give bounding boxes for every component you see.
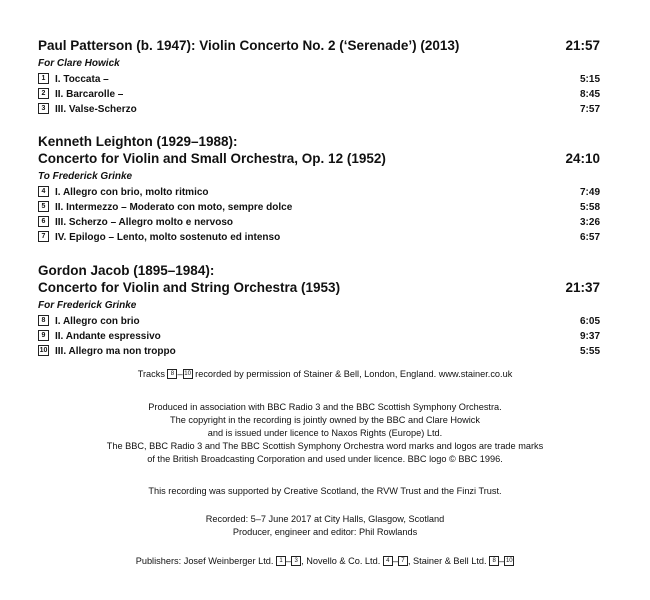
range-dash: – [285, 556, 292, 566]
track-duration: 5:55 [579, 346, 600, 357]
track-number: 3 [38, 103, 49, 114]
track-duration: 5:15 [579, 74, 600, 85]
work-title [38, 37, 600, 54]
track-number: 2 [38, 88, 49, 99]
work-title-line: Gordon Jacob (1895–1984): [38, 263, 215, 278]
track-number: 5 [38, 201, 49, 212]
track-number: 8 [489, 556, 499, 566]
publishers-line [0, 555, 650, 568]
track-row [38, 344, 600, 359]
track-title: III. Valse-Scherzo [55, 104, 137, 115]
range-dash: – [499, 556, 505, 566]
credit-line: and is issued under licence to Naxos Rights (Europe) Ltd. [207, 428, 443, 438]
track-row [38, 215, 600, 230]
work-title [38, 262, 600, 296]
track-number: 10 [184, 370, 191, 377]
production-credits [0, 401, 650, 466]
track-title: I. Toccata – [55, 74, 109, 85]
track-row [38, 314, 600, 329]
work-title-line: Concerto for Violin and String Orchestra (1953) [38, 280, 341, 295]
track-duration: 5:58 [579, 202, 600, 213]
track-row [38, 102, 600, 117]
work-title-line: Concerto for Violin and Small Orchestra, Op. 12 (1952) [38, 151, 386, 166]
tracks-note-text: recorded by permission of Stainer & Bell, London, England. www.stainer.co.uk [192, 369, 513, 379]
publishers-credit [0, 555, 650, 568]
range-dash: – [177, 369, 183, 379]
credit-line: This recording was supported by Creative Scotland, the RVW Trust and the Finzi Trust. [148, 486, 502, 496]
work-title [38, 133, 600, 167]
track-duration: 6:05 [579, 316, 600, 327]
track-title: II. Intermezzo – Moderato con moto, sempre dolce [55, 202, 293, 213]
track-duration: 7:57 [579, 104, 600, 115]
tracks-note-line [0, 368, 650, 381]
track-number: 6 [38, 216, 49, 227]
work-duration: 24:10 [565, 151, 600, 166]
track-row [38, 329, 600, 344]
track-number: 9 [38, 330, 49, 341]
work-dedication: For Frederick Grinke [38, 300, 137, 311]
credit-line: The BBC, BBC Radio 3 and The BBC Scottish Symphony Orchestra word marks and logos are trade marks [106, 441, 544, 451]
tracks-note-prefix: Tracks [137, 369, 168, 379]
track-title: IV. Epilogo – Lento, molto sostenuto ed intenso [55, 232, 281, 243]
track-number: 8 [167, 369, 177, 379]
track-row [38, 185, 600, 200]
publisher-name: , Novello & Co. Ltd. [301, 556, 383, 566]
track-number: 3 [291, 556, 301, 566]
track-duration: 8:45 [579, 89, 600, 100]
track-duration: 9:37 [579, 331, 600, 342]
credit-line: Produced in association with BBC Radio 3 and the BBC Scottish Symphony Orchestra. [148, 402, 502, 412]
track-number: 8 [38, 315, 49, 326]
work-patterson [38, 37, 600, 117]
work-dedication: For Clare Howick [38, 58, 120, 69]
publisher-name: , Stainer & Bell Ltd. [407, 556, 490, 566]
track-number: 4 [383, 556, 393, 566]
publishers-label: Publishers: [135, 556, 184, 566]
track-number: 10 [505, 557, 513, 564]
track-number: 4 [38, 186, 49, 197]
track-duration: 7:49 [579, 187, 600, 198]
track-title: III. Scherzo – Allegro molto e nervoso [55, 217, 234, 228]
track-number: 7 [398, 556, 408, 566]
track-number: 1 [38, 73, 49, 84]
track-title: II. Andante espressivo [55, 331, 161, 342]
work-jacob [38, 262, 600, 359]
track-title: I. Allegro con brio [55, 316, 140, 327]
track-title: III. Allegro ma non troppo [55, 346, 176, 357]
work-title-line: Kenneth Leighton (1929–1988): [38, 134, 238, 149]
work-duration: 21:37 [565, 280, 600, 295]
track-number: 1 [276, 556, 286, 566]
work-title-line: Paul Patterson (b. 1947): Violin Concerto No. 2 (‘Serenade’) (2013) [38, 38, 460, 53]
recording-credits [0, 513, 650, 539]
track-row [38, 72, 600, 87]
track-number: 10 [39, 346, 48, 354]
work-leighton [38, 133, 600, 245]
track-duration: 3:26 [579, 217, 600, 228]
work-dedication: To Frederick Grinke [38, 171, 133, 182]
credit-line: of the British Broadcasting Corporation and used under licence. BBC logo © BBC 1996. [147, 454, 503, 464]
tracks-permission-note [0, 368, 650, 381]
track-row [38, 230, 600, 245]
publisher-name: Josef Weinberger Ltd. [183, 556, 276, 566]
support-credit [0, 485, 650, 498]
track-number: 7 [38, 231, 49, 242]
credit-line: Producer, engineer and editor: Phil Rowlands [232, 527, 418, 537]
track-row [38, 200, 600, 215]
range-dash: – [392, 556, 398, 566]
track-row [38, 87, 600, 102]
work-duration: 21:57 [565, 38, 600, 53]
track-title: II. Barcarolle – [55, 89, 124, 100]
credit-line: The copyright in the recording is jointly owned by the BBC and Clare Howick [170, 415, 480, 425]
track-duration: 6:57 [579, 232, 600, 243]
credit-line: Recorded: 5–7 June 2017 at City Halls, Glasgow, Scotland [205, 514, 445, 524]
track-title: I. Allegro con brio, molto ritmico [55, 187, 209, 198]
